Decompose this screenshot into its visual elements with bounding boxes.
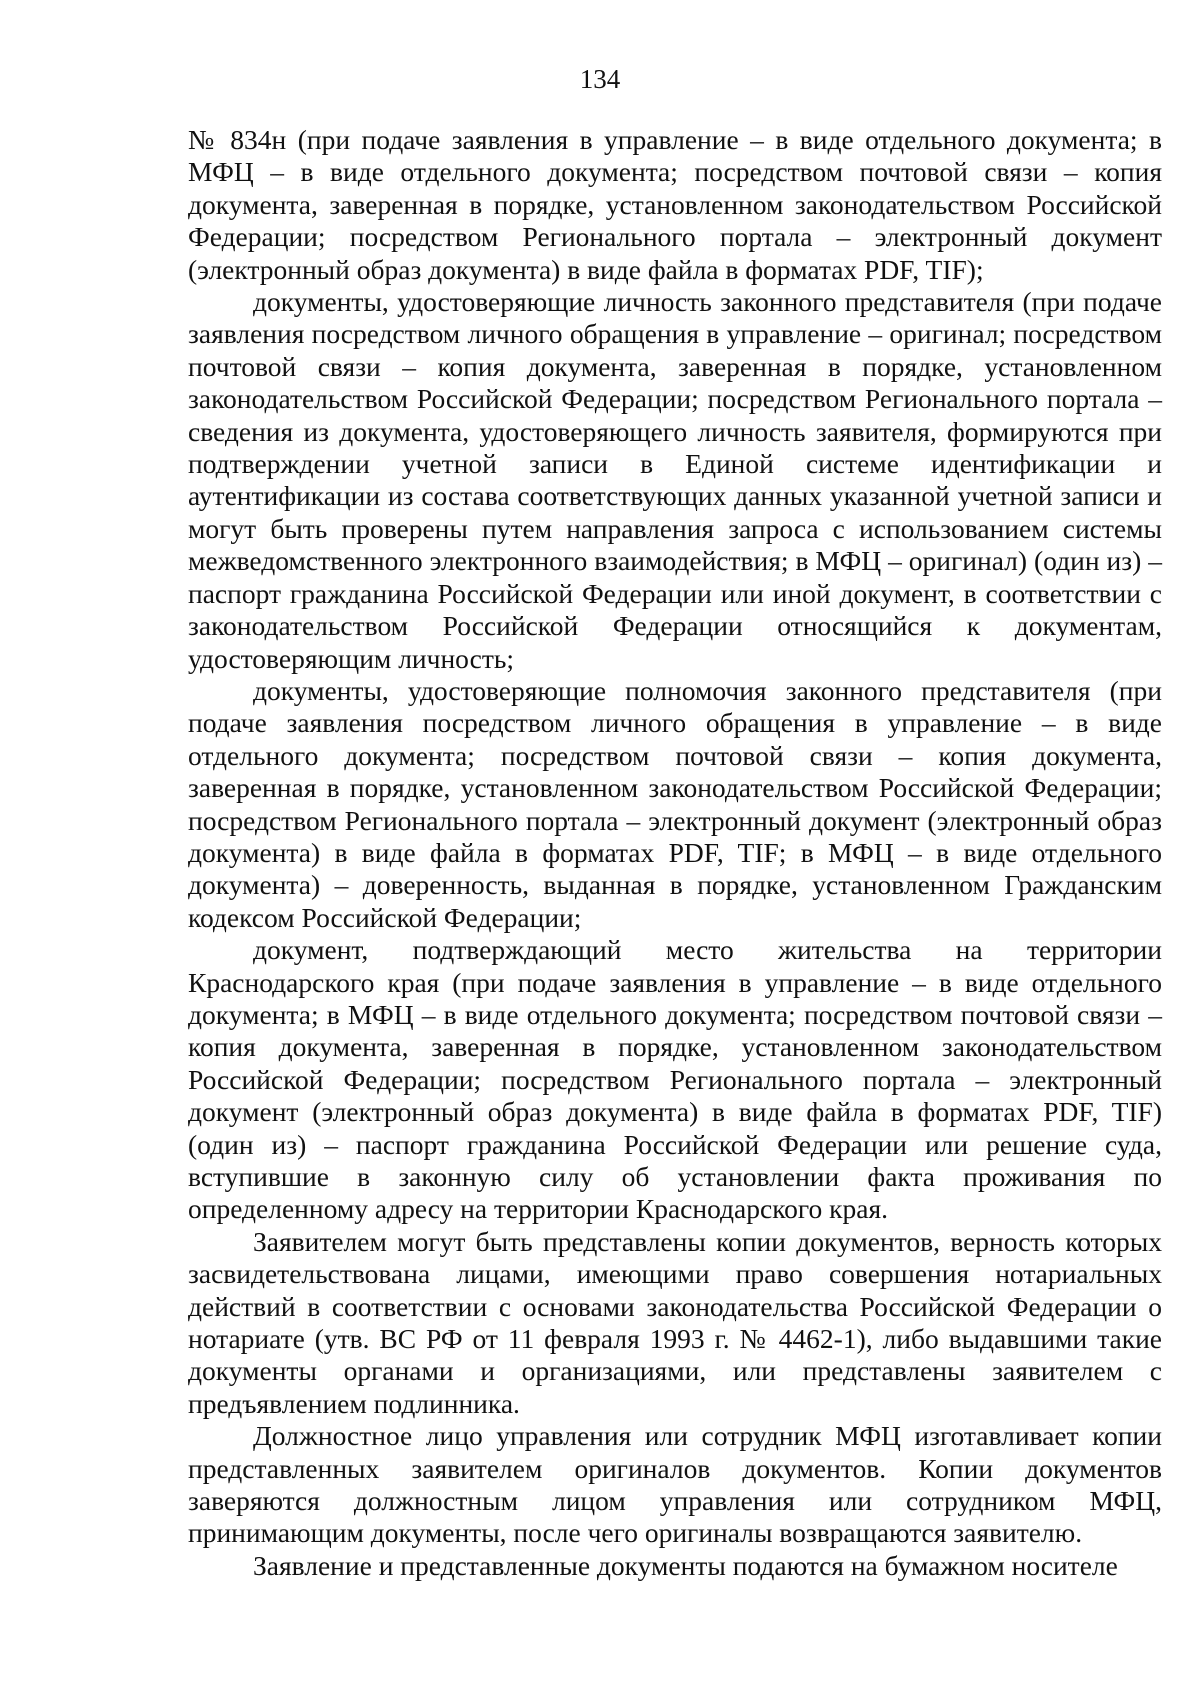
paragraph-certified-copies: Заявителем могут быть представлены копии документов, верность которых засвидетельствована лицами, имеющими право совершения нотариальных действий в соответствии с основами законодательства Российской Федерации о нотариате (утв. ВС РФ от 11 февраля 1993 г. № 4462-1), либо выдавшими такие документы органами и организациями, или представлены заявителем с предъявлением подлинника. (188, 1225, 1162, 1419)
paragraph-continuation: № 834н (при подаче заявления в управление – в виде отдельного документа; в МФЦ – в виде отдельного документа; посредством почтовой связи – копия документа, заверенная в порядке, установленном законодательством Российской Федерации; посредством Регионального портала – электронный документ (электронный образ документа) в виде файла в форматах PDF, TIF); (188, 124, 1162, 285)
paragraph-copy-certification: Должностное лицо управления или сотрудник МФЦ изготавливает копии представленных заявителем оригиналов документов. Копии документов заверяются должностным лицом управления или сотрудником МФЦ, принимающим документы, после чего оригиналы возвращаются заявителю. (188, 1420, 1162, 1549)
document-body (188, 124, 1162, 1582)
paragraph-legal-representative-authority: документы, удостоверяющие полномочия законного представителя (при подаче заявления посредством личного обращения в управление – в виде отдельного документа; посредством почтовой связи – копия документа, заверенная в порядке, установленном законодательством Российской Федерации; посредством Регионального портала – электронный документ (электронный образ документа) в виде файла в форматах PDF, TIF; в МФЦ – в виде отдельного документа) – доверенность, выданная в порядке, установленном Гражданским кодексом Российской Федерации; (188, 674, 1162, 933)
page-number: 134 (579, 64, 621, 94)
paragraph-paper-submission: Заявление и представленные документы подаются на бумажном носителе (253, 1549, 1118, 1581)
paragraph-legal-representative-identity: документы, удостоверяющие личность законного представителя (при подаче заявления посредством личного обращения в управление – оригинал; посредством почтовой связи – копия документа, заверенная в порядке, установленном законодательством Российской Федерации; посредством Регионального портала – сведения из документа, удостоверяющего личность заявителя, формируются при подтверждении учетной записи в Единой системе идентификации и аутентификации из состава соответствующих данных указанной учетной записи и могут быть проверены путем направления запроса с использованием системы межведомственного электронного взаимодействия; в МФЦ – оригинал) (один из) – паспорт гражданина Российской Федерации или иной документ, в соответствии с законодательством Российской Федерации относящийся к документам, удостоверяющим личность; (188, 286, 1162, 674)
paragraph-residence-document: документ, подтверждающий место жительства на территории Краснодарского края (при подаче заявления в управление – в виде отдельного документа; в МФЦ – в виде отдельного документа; посредством почтовой связи – копия документа, заверенная в порядке, установленном законодательством Российской Федерации; посредством Регионального портала – электронный документ (электронный образ документа) в виде файла в форматах PDF, TIF) (один из) – паспорт гражданина Российской Федерации или решение суда, вступившие в законную силу об установлении факта проживания по определенному адресу на территории Краснодарского края. (188, 934, 1162, 1225)
